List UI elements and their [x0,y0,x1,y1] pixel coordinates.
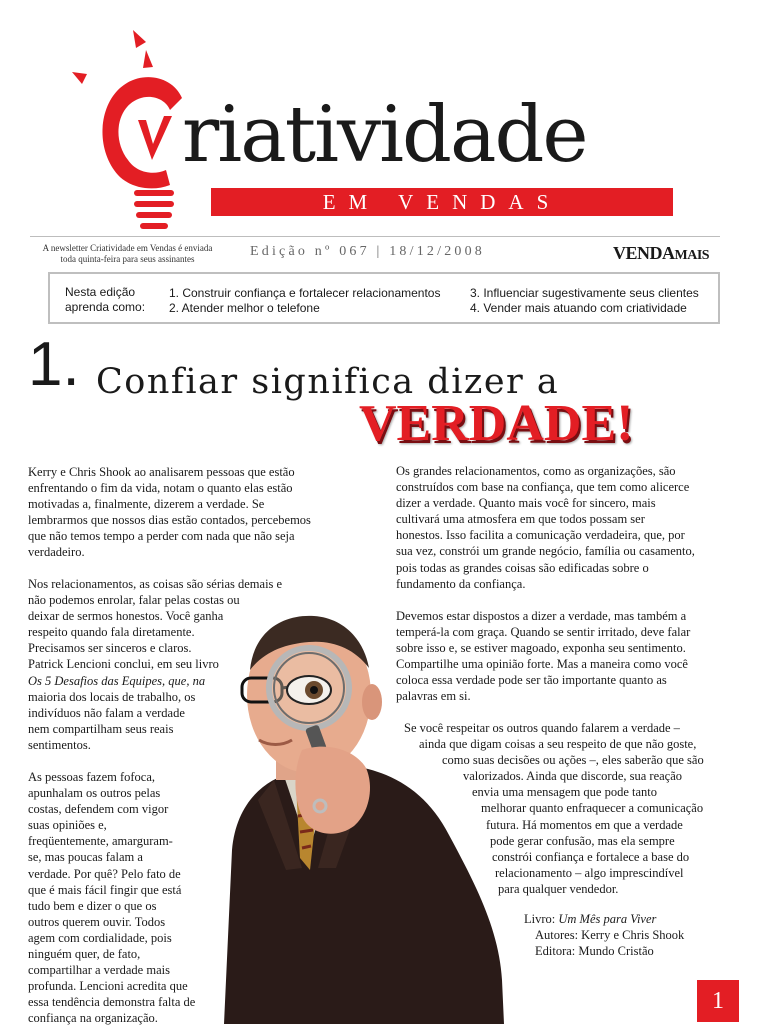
masthead-subtitle: EM VENDAS [322,190,562,214]
text-line: enfrentando o fim da vida, notam o quanto elas estão [28,481,293,496]
text-line: confiança na organização. [28,1011,158,1026]
text-line: respeito quando fala diretamente. [28,625,195,640]
index-label [65,285,145,315]
text-line: As pessoas fazem fofoca, [28,770,156,784]
text-line: construídos com base na confiança, que tem como alicerce [396,480,690,495]
text-line: cultivará uma atmosfera em que todos possam ser [396,512,645,527]
text-line: Devemos estar dispostos a dizer a verdade, mas também a [396,609,687,623]
text-line: honestos. Isso facilita a comunicação verdadeira, que, por [396,528,685,543]
book-label: Livro: [524,912,556,926]
text-line: Nos relacionamentos, as coisas são sérias demais e [28,577,283,591]
index-item-4[interactable]: 4. Vender mais atuando com criatividade [470,301,687,315]
edition-info: Edição nº 067 | 18/12/2008 [250,244,485,259]
text-line: ninguém quer, de fato, [28,947,141,962]
text-line: futura. Há momentos em que a verdade [486,817,683,832]
book-authors: Autores: Kerry e Chris Shook [535,928,685,942]
text-line: profunda. Lencioni acredita que [28,979,188,994]
text-line: constrói confiança e fortalece a base do [492,849,690,864]
text-line: coloca essa verdade pode ser tão importante quanto as [396,673,667,688]
text-line: Os 5 Desafios das Equipes, que, na [28,673,206,688]
text-line: outros querem ouvir. Todos [28,914,166,929]
text-line: essa tendência demonstra falta de [28,995,196,1010]
text-line: lembrarmos que nossos dias estão contados, percebemos [28,513,311,528]
text-line: para qualquer vendedor. [498,881,619,896]
text-line: compartilhar a verdade mais [28,963,170,978]
headline-emphasis: VERDADE! [359,395,634,452]
headline-text: Confiar significa dizer a [96,362,560,402]
index-item-1[interactable]: 1. Construir confiança e fortalecer relacionamentos [169,286,441,300]
text-line: pois todas as grandes coisas são edificadas sobre o [396,560,649,575]
divider [30,236,720,237]
text-line: não podemos enrolar, falar pelas costas ou [28,593,240,608]
text-line: que não temos tempo a perder com nada que não seja [28,529,295,544]
page-number: 1 [697,980,739,1022]
book-publisher: Editora: Mundo Cristão [535,944,654,958]
text-line: se, mas poucas falam a [28,850,143,865]
text-line: apunhalam os outros pelas [28,786,161,801]
book-credits [524,911,684,959]
text-line: relacionamento – algo imprescindível [495,865,684,880]
book-line [524,911,684,927]
note-line-1: A newsletter Criatividade em Vendas é enviada [42,243,213,253]
right-paragraph-3 [0,720,768,897]
text-line: melhorar quanto enfraquecer a comunicação [481,801,704,816]
lightbulb-c-logo-icon [60,20,200,240]
text-line: verdade. Por quê? Pelo fato de [28,866,181,881]
logo-part-b: MAIS [674,248,710,263]
text-line: que é mais fácil fingir que está [28,882,182,897]
vendamais-logo [613,243,709,264]
text-line: freqüentemente, amarguram- [28,834,173,849]
text-line: Compartilhe uma opinião forte. Mas a maneira como você [396,657,688,672]
text-line: como suas decisões ou ações –, eles saberão que são [442,753,704,768]
index-item-3[interactable]: 3. Influenciar sugestivamente seus clientes [470,286,699,300]
newsletter-note [30,243,225,265]
text-line: fundamento da confiança. [396,576,526,591]
text-line: deixar de sermos honestos. Você ganha [28,609,224,624]
text-line: Precisamos ser sinceros e claros. [28,641,192,656]
text-line: sua vez, constrói um grande negócio, família ou casamento, [396,544,695,559]
right-paragraph-1 [396,463,695,592]
text-line: palavras em si. [396,689,471,704]
right-paragraph-2 [396,608,690,705]
text-line: valorizados. Ainda que discorde, sua reação [463,769,683,784]
text-line: sobre isso e, se estiver magoado, exponha seu sentimento. [396,641,686,656]
text-line: envia uma mensagem que pode tanto [472,785,658,800]
text-line: temperá-la com graça. Quando se sentir irritado, deve falar [396,625,691,640]
text-line: costas, defendem com vigor [28,802,169,817]
text-line: suas opiniões e, [28,818,107,833]
index-label-line-1: Nesta edição [65,285,136,299]
text-line: nem compartilham seus reais [28,721,174,736]
text-line: motivadas a, finalmente, dizerem a verdade. Se [28,497,265,512]
text-line: Kerry e Chris Shook ao analisarem pessoas que estão [28,465,295,479]
text-line: Os grandes relacionamentos, como as organizações, são [396,464,676,478]
logo-part-a: VENDA [613,243,675,263]
text-line: Patrick Lencioni conclui, em seu livro [28,657,219,672]
index-label-line-2: aprenda como: [65,300,146,314]
text-line: tudo bem e dizer o que os [28,898,157,913]
text-line: pode gerar confusão, mas ela sempre [490,833,675,848]
text-line: verdadeiro. [28,545,85,560]
book-title: Um Mês para Viver [558,912,657,926]
text-line: sentimentos. [28,737,91,752]
headline-number: 1. [28,330,80,399]
text-line: dizer a verdade. Quanto mais você for sincero, mais [396,496,656,511]
text-line: indivíduos não falam a verdade [28,705,185,720]
masthead-title: riatividade [182,90,587,180]
text-line: ainda que digam coisas a seu respeito de que não goste, [419,737,697,752]
text-line: Se você respeitar os outros quando falarem a verdade – [404,721,680,735]
edition-index [48,272,720,324]
left-paragraph-1 [28,464,311,561]
text-line: agem com cordialidade, pois [28,930,172,945]
note-line-2: toda quinta-feira para seus assinantes [60,254,195,264]
text-line: maioria dos locais de trabalho, os [28,689,196,704]
index-item-2[interactable]: 2. Atender melhor o telefone [169,301,320,315]
